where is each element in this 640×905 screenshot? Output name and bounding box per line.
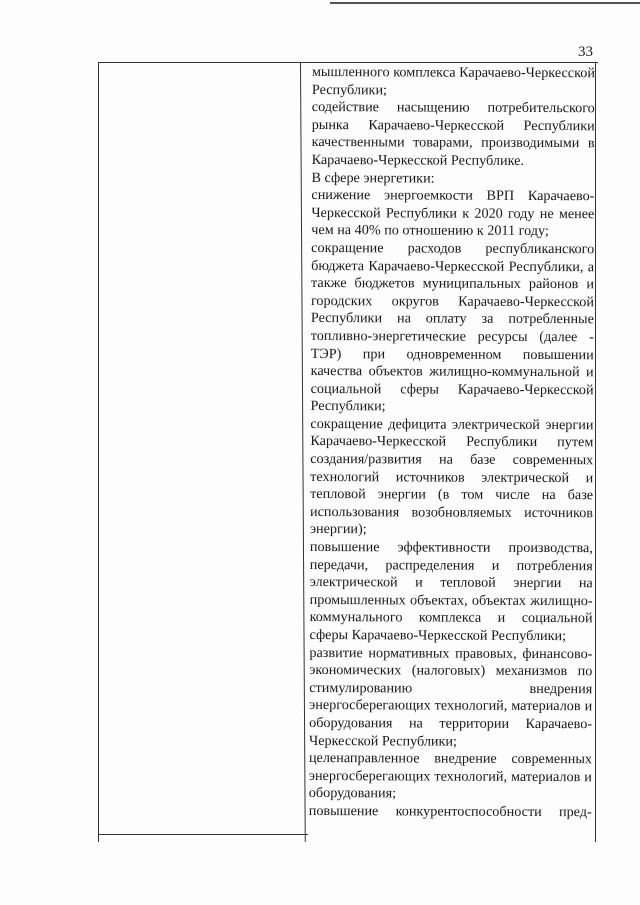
table-top-border <box>98 62 598 63</box>
paragraph: снижение энергоемкости ВРП Карачаево-Черкесской Республики к 2020 году не менее чем на 40% по отношению к 2011 году; <box>311 187 595 240</box>
paragraph: развитие нормативных правовых, финансово-экономических (налоговых) механизмов по стимулированию внедрения энергосберегающих технологий, материалов и оборудования на территории Карачаево-Черкесской Республики; <box>309 644 593 750</box>
paragraph: мышленного комплекса Карачаево-Черкесской Республики; <box>311 64 595 98</box>
paragraph: содействие насыщению потребительского рынка Карачаево-Черкесской Республики качественными товарами, производимыми в Карачаево-Черкесской Республике. <box>311 99 595 169</box>
page-number: 33 <box>578 44 593 60</box>
section-heading: В сфере энергетики: <box>311 169 435 187</box>
paragraph: повышение конкурентоспособности пред- <box>308 802 592 821</box>
table-right-border <box>595 62 596 842</box>
paragraph: сокращение дефицита электрической энергии Карачаево-Черкесской Республики путем создания/развития на базе современных технологий источников электрической и тепловой энергии (в том числе на базе использования возобновляемых источников энергии); <box>309 415 594 538</box>
table-bottom-border <box>98 834 308 835</box>
table-left-border <box>98 62 99 842</box>
paragraph: повышение эффективности производства, передачи, распределения и потребления электрической и тепловой энергии на промышленных объектах, объектах жилищно-коммунального комплекса и социальной сферы Карачаево-Черкесской Республики; <box>309 539 593 645</box>
table-column-divider <box>300 62 306 842</box>
table-right-column-text <box>309 64 595 822</box>
paragraph: сокращение расходов республиканского бюджета Карачаево-Черкесской Республики, а также бюджетов муниципальных районов и городских округов Карачаево-Черкесской Республики на оплату за потребленные топливно-энергетические ресурсы (далее - ТЭР) при одновременном повышении качества объектов жилищно-коммунальной и социальной сферы Карачаево-Черкесской Республики; <box>310 239 595 415</box>
top-edge-rule <box>330 2 640 4</box>
paragraph: целенаправленное внедрение современных энергосберегающих технологий, материалов и оборудования; <box>308 750 593 802</box>
